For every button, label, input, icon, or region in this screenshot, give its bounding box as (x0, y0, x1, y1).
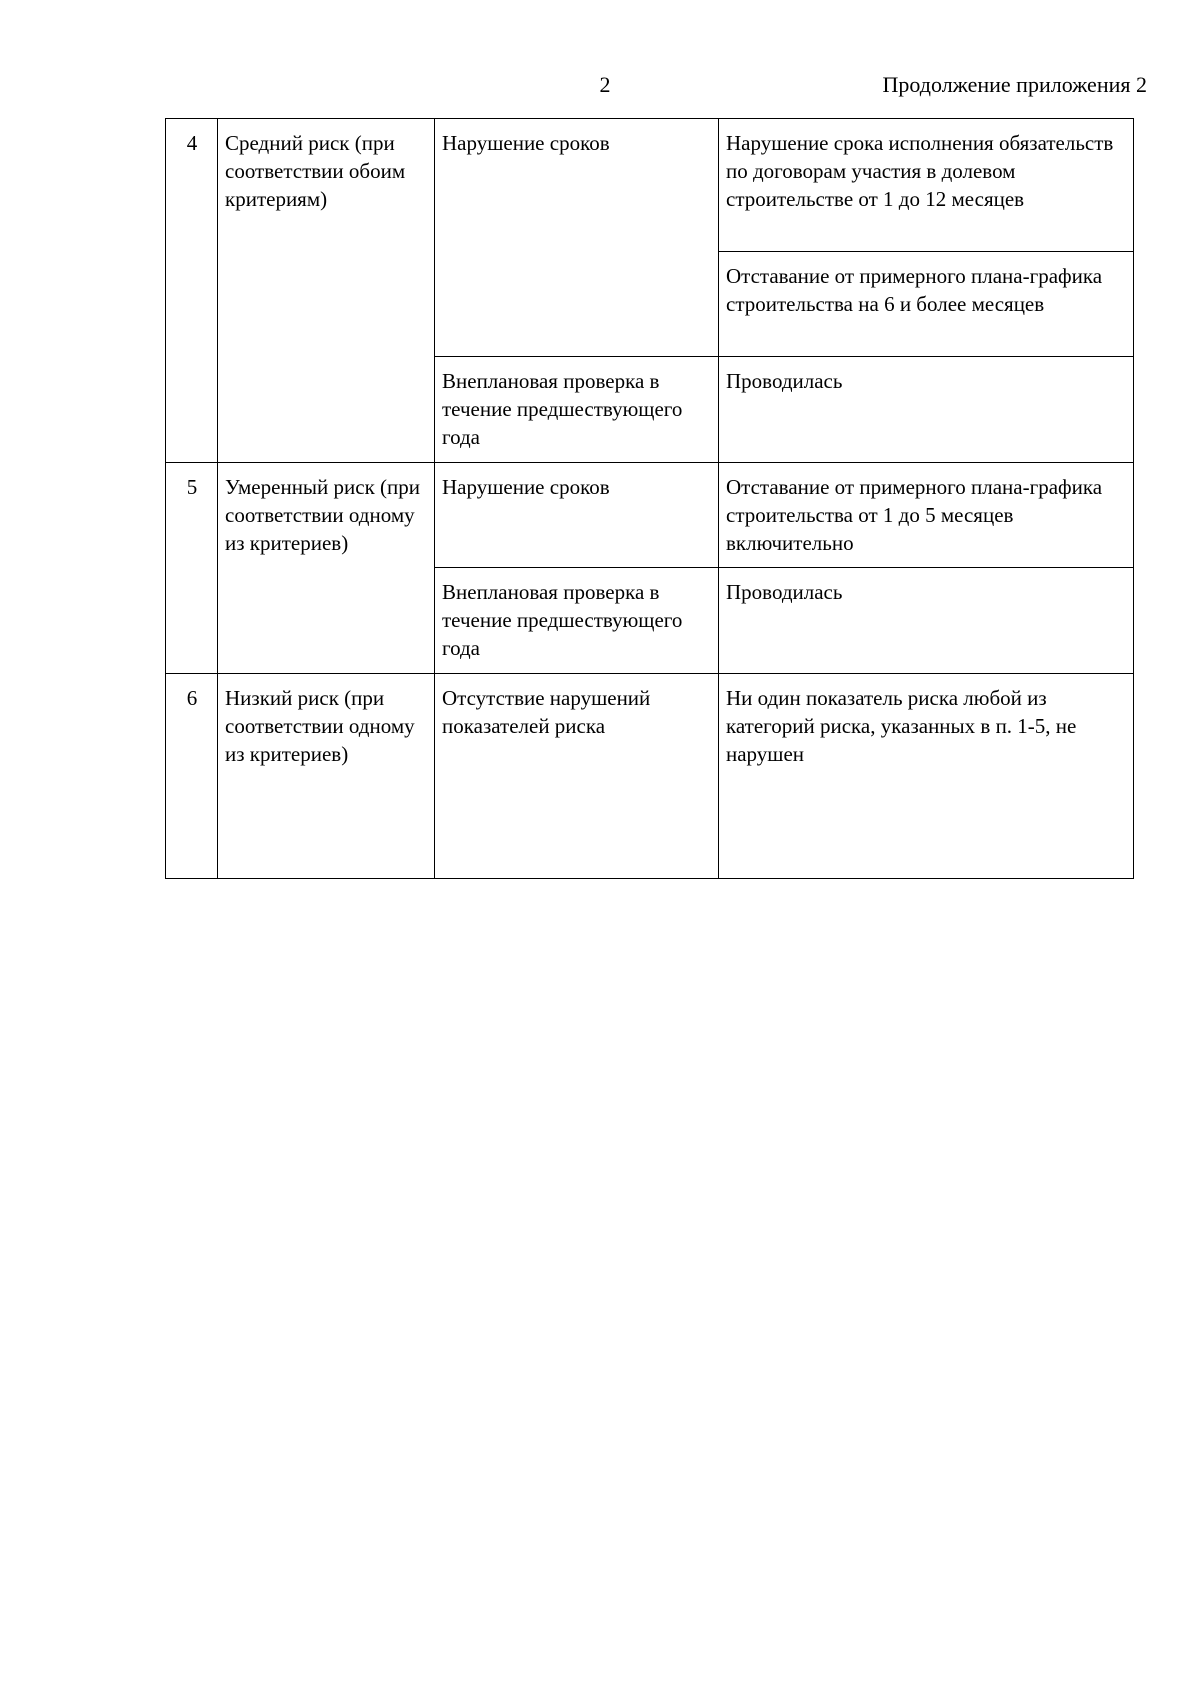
table-row (166, 119, 1134, 252)
risk-indicator: Нарушение сроков (435, 119, 719, 357)
risk-indicator: Внеплановая проверка в течение предшествующего года (435, 568, 719, 674)
risk-category: Низкий риск (при соответствии одному из критериев) (218, 674, 435, 879)
indicator-criterion: Отставание от примерного плана-графика строительства на 6 и более месяцев (719, 252, 1134, 357)
indicator-criterion: Ни один показатель риска любой из категорий риска, указанных в п. 1-5, не нарушен (719, 674, 1134, 879)
page-number: 2 (599, 72, 611, 97)
indicator-criterion: Нарушение срока исполнения обязательств по договорам участия в долевом строительстве от 1 до 12 месяцев (719, 119, 1134, 252)
indicator-criterion: Проводилась (719, 568, 1134, 674)
indicator-criterion: Отставание от примерного плана-графика строительства от 1 до 5 месяцев включительно (719, 463, 1134, 568)
table-row (166, 463, 1134, 568)
appendix-continuation-label: Продолжение приложения 2 (882, 72, 1147, 97)
risk-category: Средний риск (при соответствии обоим критериям) (218, 119, 435, 463)
risk-indicator: Нарушение сроков (435, 463, 719, 568)
row-number: 5 (166, 463, 218, 674)
risk-indicator: Внеплановая проверка в течение предшествующего года (435, 357, 719, 463)
risk-category-table (165, 118, 1134, 879)
table-row (166, 674, 1134, 879)
indicator-criterion: Проводилась (719, 357, 1134, 463)
row-number: 6 (166, 674, 218, 879)
risk-category: Умеренный риск (при соответствии одному из критериев) (218, 463, 435, 674)
risk-indicator: Отсутствие нарушений показателей риска (435, 674, 719, 879)
row-number: 4 (166, 119, 218, 463)
